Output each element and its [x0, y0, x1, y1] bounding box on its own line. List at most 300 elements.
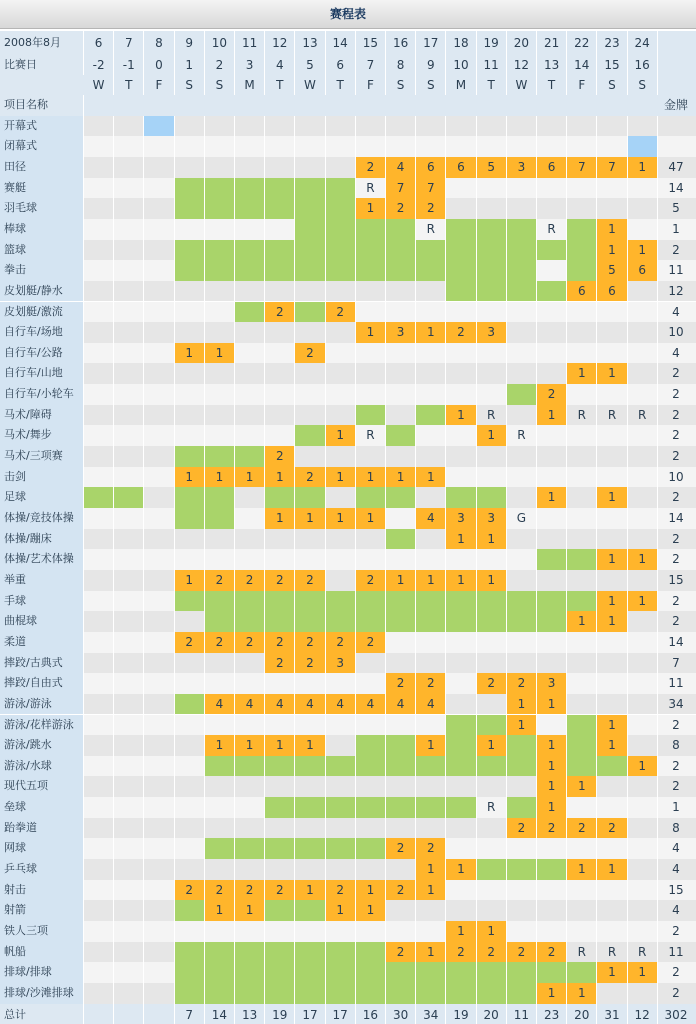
- empty-cell: [84, 735, 114, 756]
- session-cell: [356, 240, 386, 261]
- empty-cell: [628, 715, 658, 736]
- session-cell: [205, 942, 235, 963]
- empty-cell: [628, 322, 658, 343]
- empty-cell: [114, 260, 144, 281]
- session-cell: [537, 549, 567, 570]
- session-cell: [295, 756, 325, 777]
- session-cell: [416, 591, 446, 612]
- empty-cell: [597, 302, 627, 323]
- session-cell: [295, 591, 325, 612]
- session-cell: [265, 178, 295, 199]
- medal-event-cell: 1: [597, 962, 627, 983]
- empty-cell: [597, 508, 627, 529]
- totals-label: 总计: [0, 1004, 84, 1024]
- empty-cell: [235, 549, 265, 570]
- empty-cell: [175, 611, 205, 632]
- day-cell: 0: [144, 55, 174, 75]
- empty-cell: [84, 983, 114, 1004]
- daily-total-cell: [144, 1004, 174, 1024]
- empty-cell: [265, 818, 295, 839]
- empty-cell: [537, 921, 567, 942]
- empty-cell: [295, 921, 325, 942]
- empty-cell: [114, 694, 144, 715]
- session-cell: [477, 715, 507, 736]
- empty-cell: [446, 776, 476, 797]
- weekday-cell: S: [597, 75, 627, 95]
- medal-event-cell: 4: [416, 694, 446, 715]
- daily-total-cell: 14: [205, 1004, 235, 1024]
- medal-event-cell: 2: [356, 157, 386, 178]
- sport-medal-count: 4: [672, 841, 680, 856]
- empty-cell: [567, 322, 597, 343]
- empty-cell: [295, 715, 325, 736]
- medal-event-cell: 1: [597, 735, 627, 756]
- empty-cell: [416, 921, 446, 942]
- session-cell: [446, 735, 476, 756]
- empty-cell: [114, 178, 144, 199]
- empty-cell: [416, 343, 446, 364]
- empty-cell: [114, 611, 144, 632]
- empty-cell: [84, 776, 114, 797]
- empty-cell: [326, 343, 356, 364]
- empty-cell: [597, 198, 627, 219]
- medal-event-cell: 1: [235, 900, 265, 921]
- empty-cell: [114, 529, 144, 550]
- sport-name: 马术/三项赛: [0, 446, 84, 467]
- empty-cell: [144, 446, 174, 467]
- sport-medal-count: 4: [672, 862, 680, 877]
- medal-event-cell: 2: [537, 818, 567, 839]
- sport-medal-count: 11: [668, 263, 684, 278]
- sport-medal-count: 11: [668, 944, 684, 959]
- sport-medal-count: 2: [672, 449, 680, 464]
- session-cell: [326, 240, 356, 261]
- sport-name: 排球/沙滩排球: [0, 983, 84, 1004]
- sport-name: 拳击: [0, 260, 84, 281]
- sport-row: [0, 529, 696, 550]
- session-cell: [416, 797, 446, 818]
- session-cell: [386, 260, 416, 281]
- weekday-cell: W: [84, 75, 114, 95]
- empty-cell: [114, 715, 144, 736]
- session-cell: [235, 446, 265, 467]
- empty-cell: [175, 322, 205, 343]
- totals-row: [0, 1004, 696, 1024]
- empty-cell: [265, 715, 295, 736]
- empty-cell: [537, 570, 567, 591]
- empty-cell: [205, 363, 235, 384]
- empty-cell: [114, 632, 144, 653]
- weekday-cell: S: [175, 75, 205, 95]
- empty-cell: [507, 921, 537, 942]
- medal-event-cell: 4: [265, 694, 295, 715]
- sport-row: [0, 673, 696, 694]
- session-cell: [356, 962, 386, 983]
- session-cell: [295, 983, 325, 1004]
- sport-row: [0, 363, 696, 384]
- session-cell: [477, 756, 507, 777]
- sport-medal-count: 5: [672, 201, 680, 216]
- session-cell: [295, 962, 325, 983]
- medal-event-cell: 2: [386, 942, 416, 963]
- empty-cell: [477, 446, 507, 467]
- rest-marker-cell: R: [477, 405, 507, 426]
- session-cell: [356, 797, 386, 818]
- sport-medal-count: 2: [672, 407, 680, 422]
- sport-medal-count: 7: [672, 655, 680, 670]
- medal-event-cell: 1: [628, 549, 658, 570]
- empty-cell: [386, 818, 416, 839]
- empty-cell: [597, 467, 627, 488]
- empty-cell: [537, 900, 567, 921]
- empty-cell: [537, 198, 567, 219]
- empty-cell: [356, 653, 386, 674]
- medal-event-cell: 1: [326, 425, 356, 446]
- session-cell: [477, 611, 507, 632]
- empty-cell: [235, 797, 265, 818]
- empty-cell: [477, 467, 507, 488]
- empty-cell: [114, 322, 144, 343]
- session-cell: [235, 611, 265, 632]
- session-cell: [295, 240, 325, 261]
- sport-row: [0, 653, 696, 674]
- empty-cell: [235, 508, 265, 529]
- empty-cell: [114, 962, 144, 983]
- empty-cell: [175, 653, 205, 674]
- empty-cell: [628, 900, 658, 921]
- date-cell: 20: [507, 31, 537, 55]
- weekday-cell: F: [567, 75, 597, 95]
- session-cell: [265, 797, 295, 818]
- date-cell: 16: [386, 31, 416, 55]
- sport-medal-count: 1: [672, 800, 680, 815]
- empty-cell: [597, 322, 627, 343]
- empty-cell: [175, 838, 205, 859]
- session-cell: [326, 178, 356, 199]
- session-cell: [295, 942, 325, 963]
- session-cell: [326, 942, 356, 963]
- session-cell: [386, 425, 416, 446]
- medal-event-cell: 5: [477, 157, 507, 178]
- session-cell: [205, 240, 235, 261]
- medal-event-cell: 1: [537, 776, 567, 797]
- empty-cell: [114, 508, 144, 529]
- session-cell: [356, 405, 386, 426]
- medal-event-cell: 2: [326, 302, 356, 323]
- empty-cell: [477, 880, 507, 901]
- session-cell: [205, 838, 235, 859]
- session-cell: [356, 219, 386, 240]
- sport-medal-count: 11: [668, 676, 684, 691]
- empty-cell: [537, 136, 567, 157]
- empty-cell: [114, 467, 144, 488]
- session-cell: [416, 611, 446, 632]
- empty-cell: [567, 921, 597, 942]
- medal-event-cell: 1: [597, 591, 627, 612]
- empty-cell: [265, 529, 295, 550]
- daily-total-cell: 19: [446, 1004, 476, 1024]
- empty-cell: [205, 116, 235, 137]
- empty-cell: [416, 363, 446, 384]
- session-cell: [416, 962, 446, 983]
- empty-cell: [144, 136, 174, 157]
- medal-event-cell: 1: [537, 735, 567, 756]
- date-cell: 13: [295, 31, 325, 55]
- sport-row: [0, 900, 696, 921]
- empty-cell: [144, 198, 174, 219]
- session-cell: [507, 219, 537, 240]
- empty-cell: [84, 467, 114, 488]
- empty-cell: [416, 818, 446, 839]
- empty-cell: [114, 900, 144, 921]
- rest-marker-cell: R: [356, 178, 386, 199]
- empty-cell: [386, 653, 416, 674]
- medal-event-cell: 1: [537, 983, 567, 1004]
- sport-medal-count: 2: [672, 593, 680, 608]
- sport-row: [0, 178, 696, 199]
- session-cell: [326, 591, 356, 612]
- daily-total-cell: 13: [235, 1004, 265, 1024]
- month-label: 2008年8月: [0, 31, 84, 55]
- session-cell: [537, 611, 567, 632]
- empty-cell: [144, 322, 174, 343]
- empty-cell: [144, 880, 174, 901]
- empty-cell: [416, 549, 446, 570]
- medal-event-cell: 2: [295, 653, 325, 674]
- medal-event-cell: 2: [265, 570, 295, 591]
- daily-total-cell: 23: [537, 1004, 567, 1024]
- medal-event-cell: 6: [537, 157, 567, 178]
- empty-cell: [326, 673, 356, 694]
- sport-medal-count: 2: [672, 717, 680, 732]
- medal-event-cell: 1: [597, 487, 627, 508]
- session-cell: [446, 797, 476, 818]
- empty-cell: [446, 694, 476, 715]
- empty-cell: [295, 818, 325, 839]
- daily-total-cell: 30: [386, 1004, 416, 1024]
- empty-cell: [507, 136, 537, 157]
- medal-event-cell: 2: [416, 198, 446, 219]
- sport-row: [0, 715, 696, 736]
- session-cell: [84, 487, 114, 508]
- empty-cell: [295, 384, 325, 405]
- sport-name: 自行车/场地: [0, 322, 84, 343]
- session-cell: [235, 260, 265, 281]
- empty-cell: [295, 673, 325, 694]
- session-cell: [507, 797, 537, 818]
- weekday-cell: T: [326, 75, 356, 95]
- medal-event-cell: 2: [446, 942, 476, 963]
- sport-row: [0, 302, 696, 323]
- medal-event-cell: 1: [326, 508, 356, 529]
- empty-cell: [295, 363, 325, 384]
- medal-event-cell: 7: [416, 178, 446, 199]
- medal-event-cell: 2: [386, 880, 416, 901]
- empty-cell: [114, 198, 144, 219]
- empty-cell: [84, 529, 114, 550]
- sport-row: [0, 921, 696, 942]
- rest-marker-cell: R: [477, 797, 507, 818]
- session-cell: [265, 942, 295, 963]
- empty-cell: [507, 838, 537, 859]
- medal-event-cell: 3: [507, 157, 537, 178]
- empty-cell: [84, 508, 114, 529]
- empty-cell: [144, 570, 174, 591]
- day-cell: 13: [537, 55, 567, 75]
- medal-event-cell: 3: [386, 322, 416, 343]
- empty-cell: [175, 797, 205, 818]
- empty-cell: [205, 136, 235, 157]
- empty-cell: [567, 570, 597, 591]
- weekday-cell: T: [265, 75, 295, 95]
- session-cell: [567, 549, 597, 570]
- day-cell: 11: [477, 55, 507, 75]
- empty-cell: [597, 343, 627, 364]
- medal-event-cell: 1: [477, 921, 507, 942]
- empty-cell: [507, 446, 537, 467]
- empty-cell: [446, 425, 476, 446]
- sport-name: 棒球: [0, 219, 84, 240]
- empty-cell: [326, 157, 356, 178]
- day-cell: 8: [386, 55, 416, 75]
- empty-cell: [144, 384, 174, 405]
- empty-cell: [114, 838, 144, 859]
- session-cell: [265, 611, 295, 632]
- empty-cell: [235, 281, 265, 302]
- empty-cell: [175, 405, 205, 426]
- empty-cell: [446, 880, 476, 901]
- medal-event-cell: 1: [507, 715, 537, 736]
- empty-cell: [205, 281, 235, 302]
- sport-medal-count: 12: [668, 283, 684, 298]
- empty-cell: [295, 405, 325, 426]
- session-cell: [265, 962, 295, 983]
- session-cell: [265, 900, 295, 921]
- session-cell: [326, 611, 356, 632]
- empty-cell: [144, 756, 174, 777]
- empty-cell: [326, 322, 356, 343]
- empty-cell: [144, 178, 174, 199]
- empty-cell: [446, 136, 476, 157]
- empty-cell: [144, 632, 174, 653]
- empty-cell: [567, 529, 597, 550]
- weekday-cell: F: [356, 75, 386, 95]
- medal-event-cell: 1: [537, 405, 567, 426]
- date-cell: 17: [416, 31, 446, 55]
- empty-cell: [507, 776, 537, 797]
- empty-cell: [628, 880, 658, 901]
- empty-cell: [386, 343, 416, 364]
- weekday-cell: T: [537, 75, 567, 95]
- medal-event-cell: 2: [507, 942, 537, 963]
- item-name-header: 项目名称: [0, 95, 84, 116]
- sport-name: 自行车/山地: [0, 363, 84, 384]
- empty-cell: [265, 859, 295, 880]
- empty-cell: [477, 116, 507, 137]
- sport-row: [0, 219, 696, 240]
- session-cell: [416, 240, 446, 261]
- empty-cell: [628, 694, 658, 715]
- empty-cell: [477, 653, 507, 674]
- daily-total-cell: 20: [477, 1004, 507, 1024]
- empty-cell: [386, 116, 416, 137]
- empty-cell: [597, 797, 627, 818]
- empty-cell: [295, 281, 325, 302]
- empty-cell: [628, 653, 658, 674]
- session-cell: [326, 797, 356, 818]
- weekday-cell: T: [477, 75, 507, 95]
- session-cell: [446, 487, 476, 508]
- competition-day-label: 比赛日: [0, 55, 84, 75]
- empty-cell: [235, 405, 265, 426]
- empty-cell: [235, 715, 265, 736]
- empty-cell: [507, 632, 537, 653]
- medal-event-cell: 1: [597, 715, 627, 736]
- empty-cell: [356, 281, 386, 302]
- empty-cell: [265, 219, 295, 240]
- rest-marker-cell: R: [537, 219, 567, 240]
- sport-row: [0, 281, 696, 302]
- sport-medal-count: [656, 136, 696, 157]
- session-cell: [235, 591, 265, 612]
- session-cell: [326, 962, 356, 983]
- sport-name: 马术/舞步: [0, 425, 84, 446]
- empty-cell: [265, 136, 295, 157]
- empty-cell: [356, 446, 386, 467]
- sport-name: 皮划艇/激流: [0, 302, 84, 323]
- empty-cell: [144, 343, 174, 364]
- session-cell: [356, 487, 386, 508]
- empty-cell: [84, 322, 114, 343]
- medal-event-cell: 2: [175, 880, 205, 901]
- empty-cell: [567, 487, 597, 508]
- medal-event-cell: 1: [386, 570, 416, 591]
- medal-event-cell: 1: [477, 529, 507, 550]
- medal-event-cell: 3: [477, 508, 507, 529]
- medal-event-cell: 1: [567, 859, 597, 880]
- date-cell: 8: [144, 31, 174, 55]
- medal-event-cell: 1: [597, 219, 627, 240]
- medal-event-cell: 2: [235, 632, 265, 653]
- empty-cell: [114, 859, 144, 880]
- empty-cell: [84, 116, 114, 137]
- session-cell: [326, 198, 356, 219]
- sport-medal-count: 2: [672, 490, 680, 505]
- session-cell: [507, 611, 537, 632]
- daily-total-cell: [84, 1004, 114, 1024]
- empty-cell: [175, 281, 205, 302]
- empty-cell: [144, 921, 174, 942]
- rest-marker-cell: R: [628, 942, 658, 963]
- session-cell: [477, 260, 507, 281]
- empty-cell: [386, 302, 416, 323]
- medal-event-cell: 1: [416, 942, 446, 963]
- session-cell: [416, 983, 446, 1004]
- medal-event-cell: 3: [326, 653, 356, 674]
- empty-cell: [205, 405, 235, 426]
- sport-name: 射击: [0, 880, 84, 901]
- sport-name: 击剑: [0, 467, 84, 488]
- medal-event-cell: 1: [446, 859, 476, 880]
- medal-event-cell: 2: [537, 942, 567, 963]
- sport-medal-count: 14: [668, 180, 684, 195]
- empty-cell: [175, 549, 205, 570]
- empty-cell: [628, 487, 658, 508]
- ceremony-cell: [144, 116, 174, 137]
- empty-cell: [446, 467, 476, 488]
- session-cell: [597, 756, 627, 777]
- sport-name: 体操/竞技体操: [0, 508, 84, 529]
